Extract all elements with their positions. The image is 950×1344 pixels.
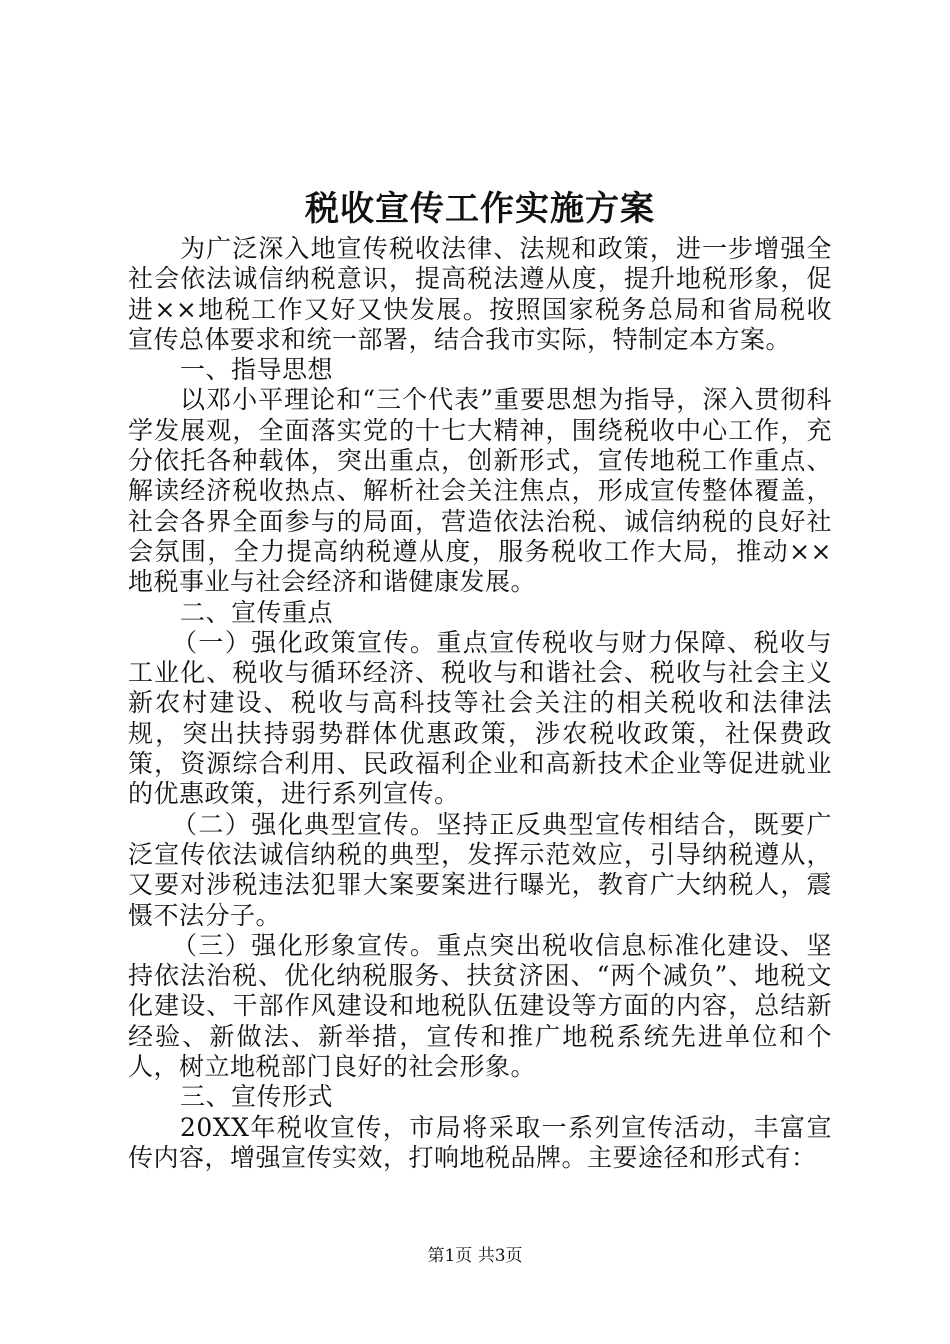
section-heading-publicity-focus: 二、宣传重点 bbox=[180, 597, 334, 627]
page-footer: 第1页 共3页 bbox=[427, 1246, 523, 1266]
section-heading-publicity-forms: 三、宣传形式 bbox=[180, 1082, 334, 1112]
document-body bbox=[128, 234, 832, 1173]
paragraph-intro: 为广泛深入地宣传税收法律、法规和政策，进一步增强全社会依法诚信纳税意识，提高税法遵从度，提升地税形象，促进××地税工作又好又快发展。按照国家税务总局和省局税收宣传总体要求和统一部署，结合我市实际，特制定本方案。 bbox=[128, 234, 832, 354]
paragraph-image-publicity: （三）强化形象宣传。重点突出税收信息标准化建设、坚持依法治税、优化纳税服务、扶贫济困、“两个减负”、地税文化建设、干部作风建设和地税队伍建设等方面的内容，总结新经验、新做法、新举措，宣传和推广地税系统先进单位和个人，树立地税部门良好的社会形象。 bbox=[128, 930, 832, 1082]
document-page bbox=[128, 0, 832, 1344]
document-title: 税收宣传工作实施方案 bbox=[305, 189, 655, 229]
section-heading-guiding-ideology: 一、指导思想 bbox=[180, 355, 334, 385]
paragraph-publicity-forms: 20XX年税收宣传，市局将采取一系列宣传活动，丰富宣传内容，增强宣传实效，打响地税品牌。主要途径和形式有： bbox=[128, 1112, 832, 1172]
paragraph-guiding-ideology: 以邓小平理论和“三个代表”重要思想为指导，深入贯彻科学发展观，全面落实党的十七大精神，围绕税收中心工作，充分依托各种载体，突出重点，创新形式，宣传地税工作重点、解读经济税收热点、解析社会关注焦点，形成宣传整体覆盖，社会各界全面参与的局面，营造依法治税、诚信纳税的良好社会氛围，全力提高纳税遵从度，服务税收工作大局，推动××地税事业与社会经济和谐健康发展。 bbox=[128, 385, 832, 597]
paragraph-typical-publicity: （二）强化典型宣传。坚持正反典型宣传相结合，既要广泛宣传依法诚信纳税的典型，发挥示范效应，引导纳税遵从，又要对涉税违法犯罪大案要案进行曝光，教育广大纳税人，震慑不法分子。 bbox=[128, 809, 832, 930]
paragraph-policy-publicity: （一）强化政策宣传。重点宣传税收与财力保障、税收与工业化、税收与循环经济、税收与和谐社会、税收与社会主义新农村建设、税收与高科技等社会关注的相关税收和法律法规，突出扶持弱势群体优惠政策，涉农税收政策，社保费政策，资源综合利用、民政福利企业和高新技术企业等促进就业的优惠政策，进行系列宣传。 bbox=[128, 627, 832, 809]
